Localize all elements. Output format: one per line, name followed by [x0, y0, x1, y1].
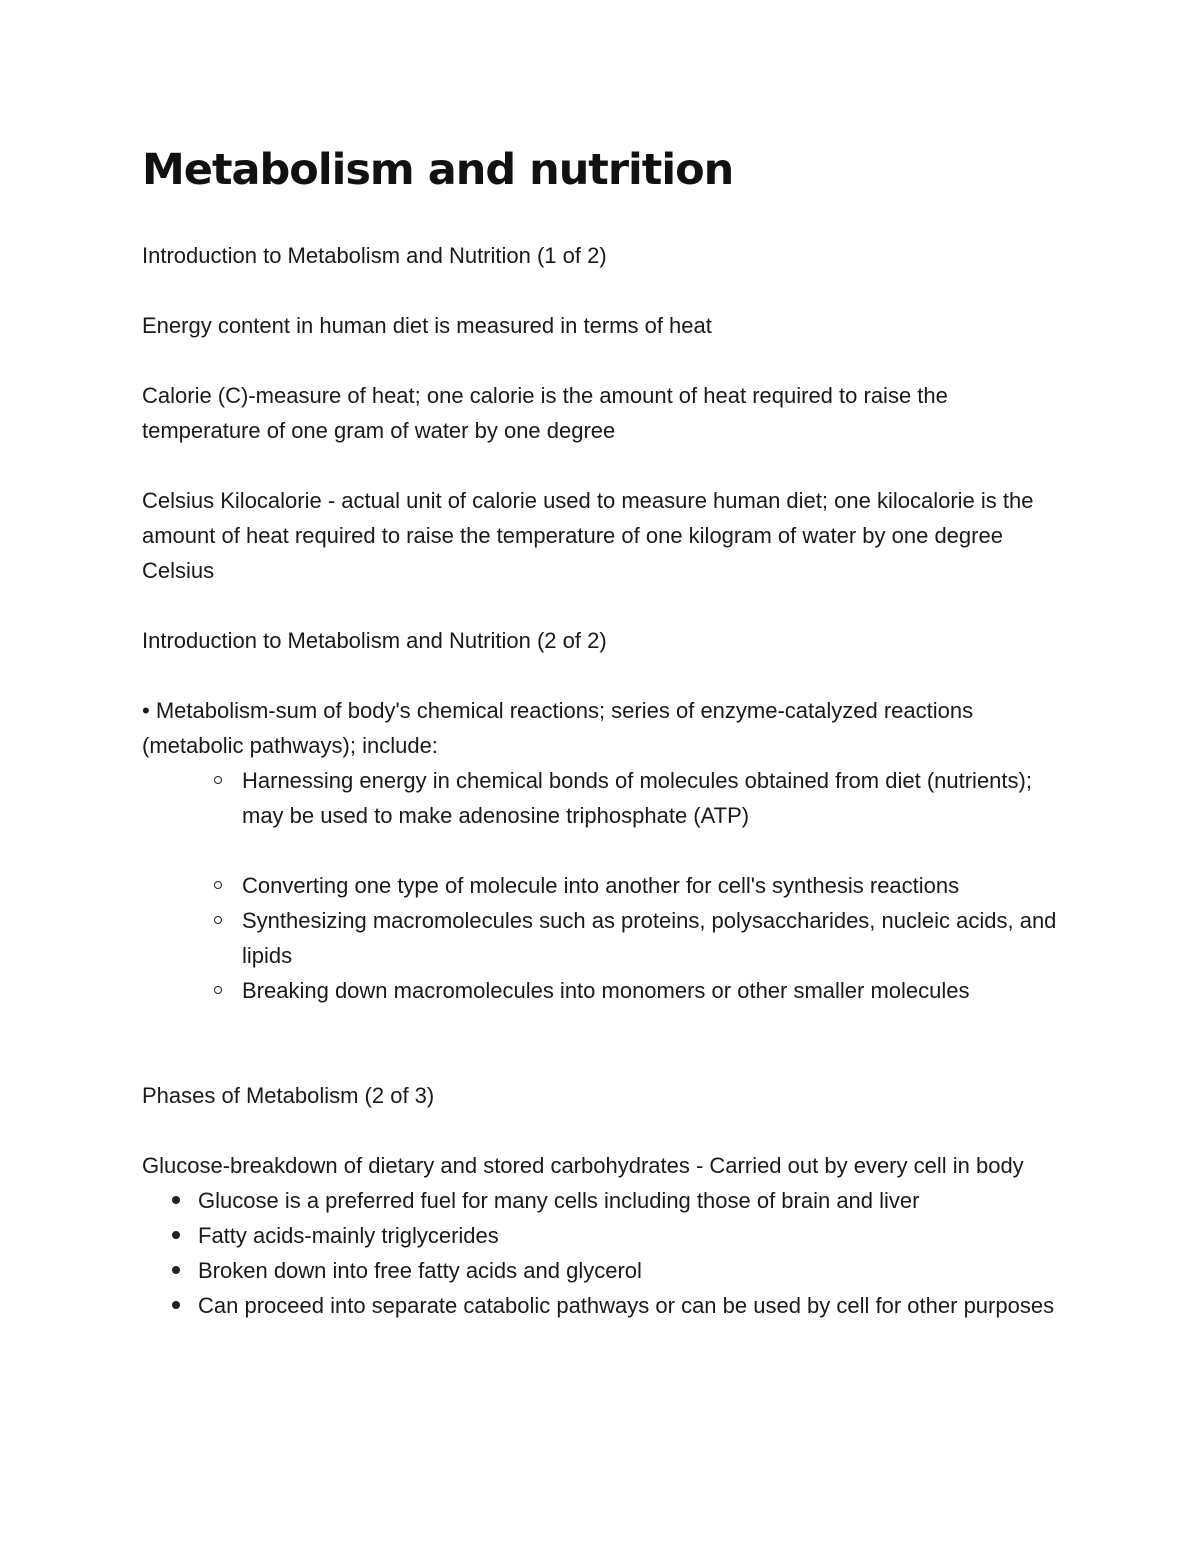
paragraph-metabolism-intro: • Metabolism-sum of body's chemical reactions; series of enzyme-catalyzed reactions (metabolic pathways); include: — [142, 698, 974, 758]
document-page — [142, 140, 1062, 1323]
list-item-text: Broken down into free fatty acids and glycerol — [198, 1258, 642, 1283]
paragraph-energy-content: Energy content in human diet is measured in terms of heat — [142, 313, 712, 338]
circle-bullet-icon — [214, 916, 222, 924]
list-item-text: Converting one type of molecule into another for cell's synthesis reactions — [242, 873, 960, 898]
list-item-text: Harnessing energy in chemical bonds of molecules obtained from diet (nutrients); may be used to make adenosine triphosphate (ATP) — [242, 768, 1032, 828]
list-item — [142, 1253, 1062, 1288]
disc-bullet-icon — [172, 1231, 180, 1239]
list-item — [142, 1218, 1062, 1253]
list-item — [142, 1183, 1062, 1218]
section-heading-intro-1: Introduction to Metabolism and Nutrition (1 of 2) — [142, 243, 607, 268]
list-item-text: Synthesizing macromolecules such as proteins, polysaccharides, nucleic acids, and lipids — [242, 908, 1057, 968]
list-item — [142, 868, 1062, 903]
circle-bullet-icon — [214, 776, 222, 784]
section-heading-intro-2: Introduction to Metabolism and Nutrition (2 of 2) — [142, 628, 607, 653]
list-item-text: Breaking down macromolecules into monomers or other smaller molecules — [242, 978, 970, 1003]
list-item-text: Can proceed into separate catabolic pathways or can be used by cell for other purposes — [198, 1293, 1055, 1318]
paragraph-calorie: Calorie (C)-measure of heat; one calorie is the amount of heat required to raise the temperature of one gram of water by one degree — [142, 383, 948, 443]
page-title: Metabolism and nutrition — [142, 145, 734, 195]
paragraph-glucose-breakdown: Glucose-breakdown of dietary and stored carbohydrates - Carried out by every cell in body — [142, 1153, 1024, 1178]
list-item — [142, 763, 1062, 833]
circle-bullet-icon — [214, 986, 222, 994]
list-item-text: Glucose is a preferred fuel for many cells including those of brain and liver — [198, 1188, 920, 1213]
disc-bullet-icon — [172, 1301, 180, 1309]
disc-bullet-icon — [172, 1196, 180, 1204]
list-item — [142, 903, 1062, 973]
list-spacer — [142, 833, 1062, 868]
section-heading-phases: Phases of Metabolism (2 of 3) — [142, 1083, 435, 1108]
paragraph-kilocalorie: Celsius Kilocalorie - actual unit of calorie used to measure human diet; one kilocalorie is the amount of heat required to raise the temperature of one kilogram of water by one degree Celsius — [142, 488, 1034, 583]
list-item-text: Fatty acids-mainly triglycerides — [198, 1223, 499, 1248]
disc-bullet-icon — [172, 1266, 180, 1274]
circle-bullet-icon — [214, 881, 222, 889]
list-item — [142, 973, 1062, 1008]
phases-bullet-list — [142, 1183, 1062, 1323]
list-item — [142, 1288, 1062, 1323]
metabolism-sub-list — [142, 763, 1062, 1008]
